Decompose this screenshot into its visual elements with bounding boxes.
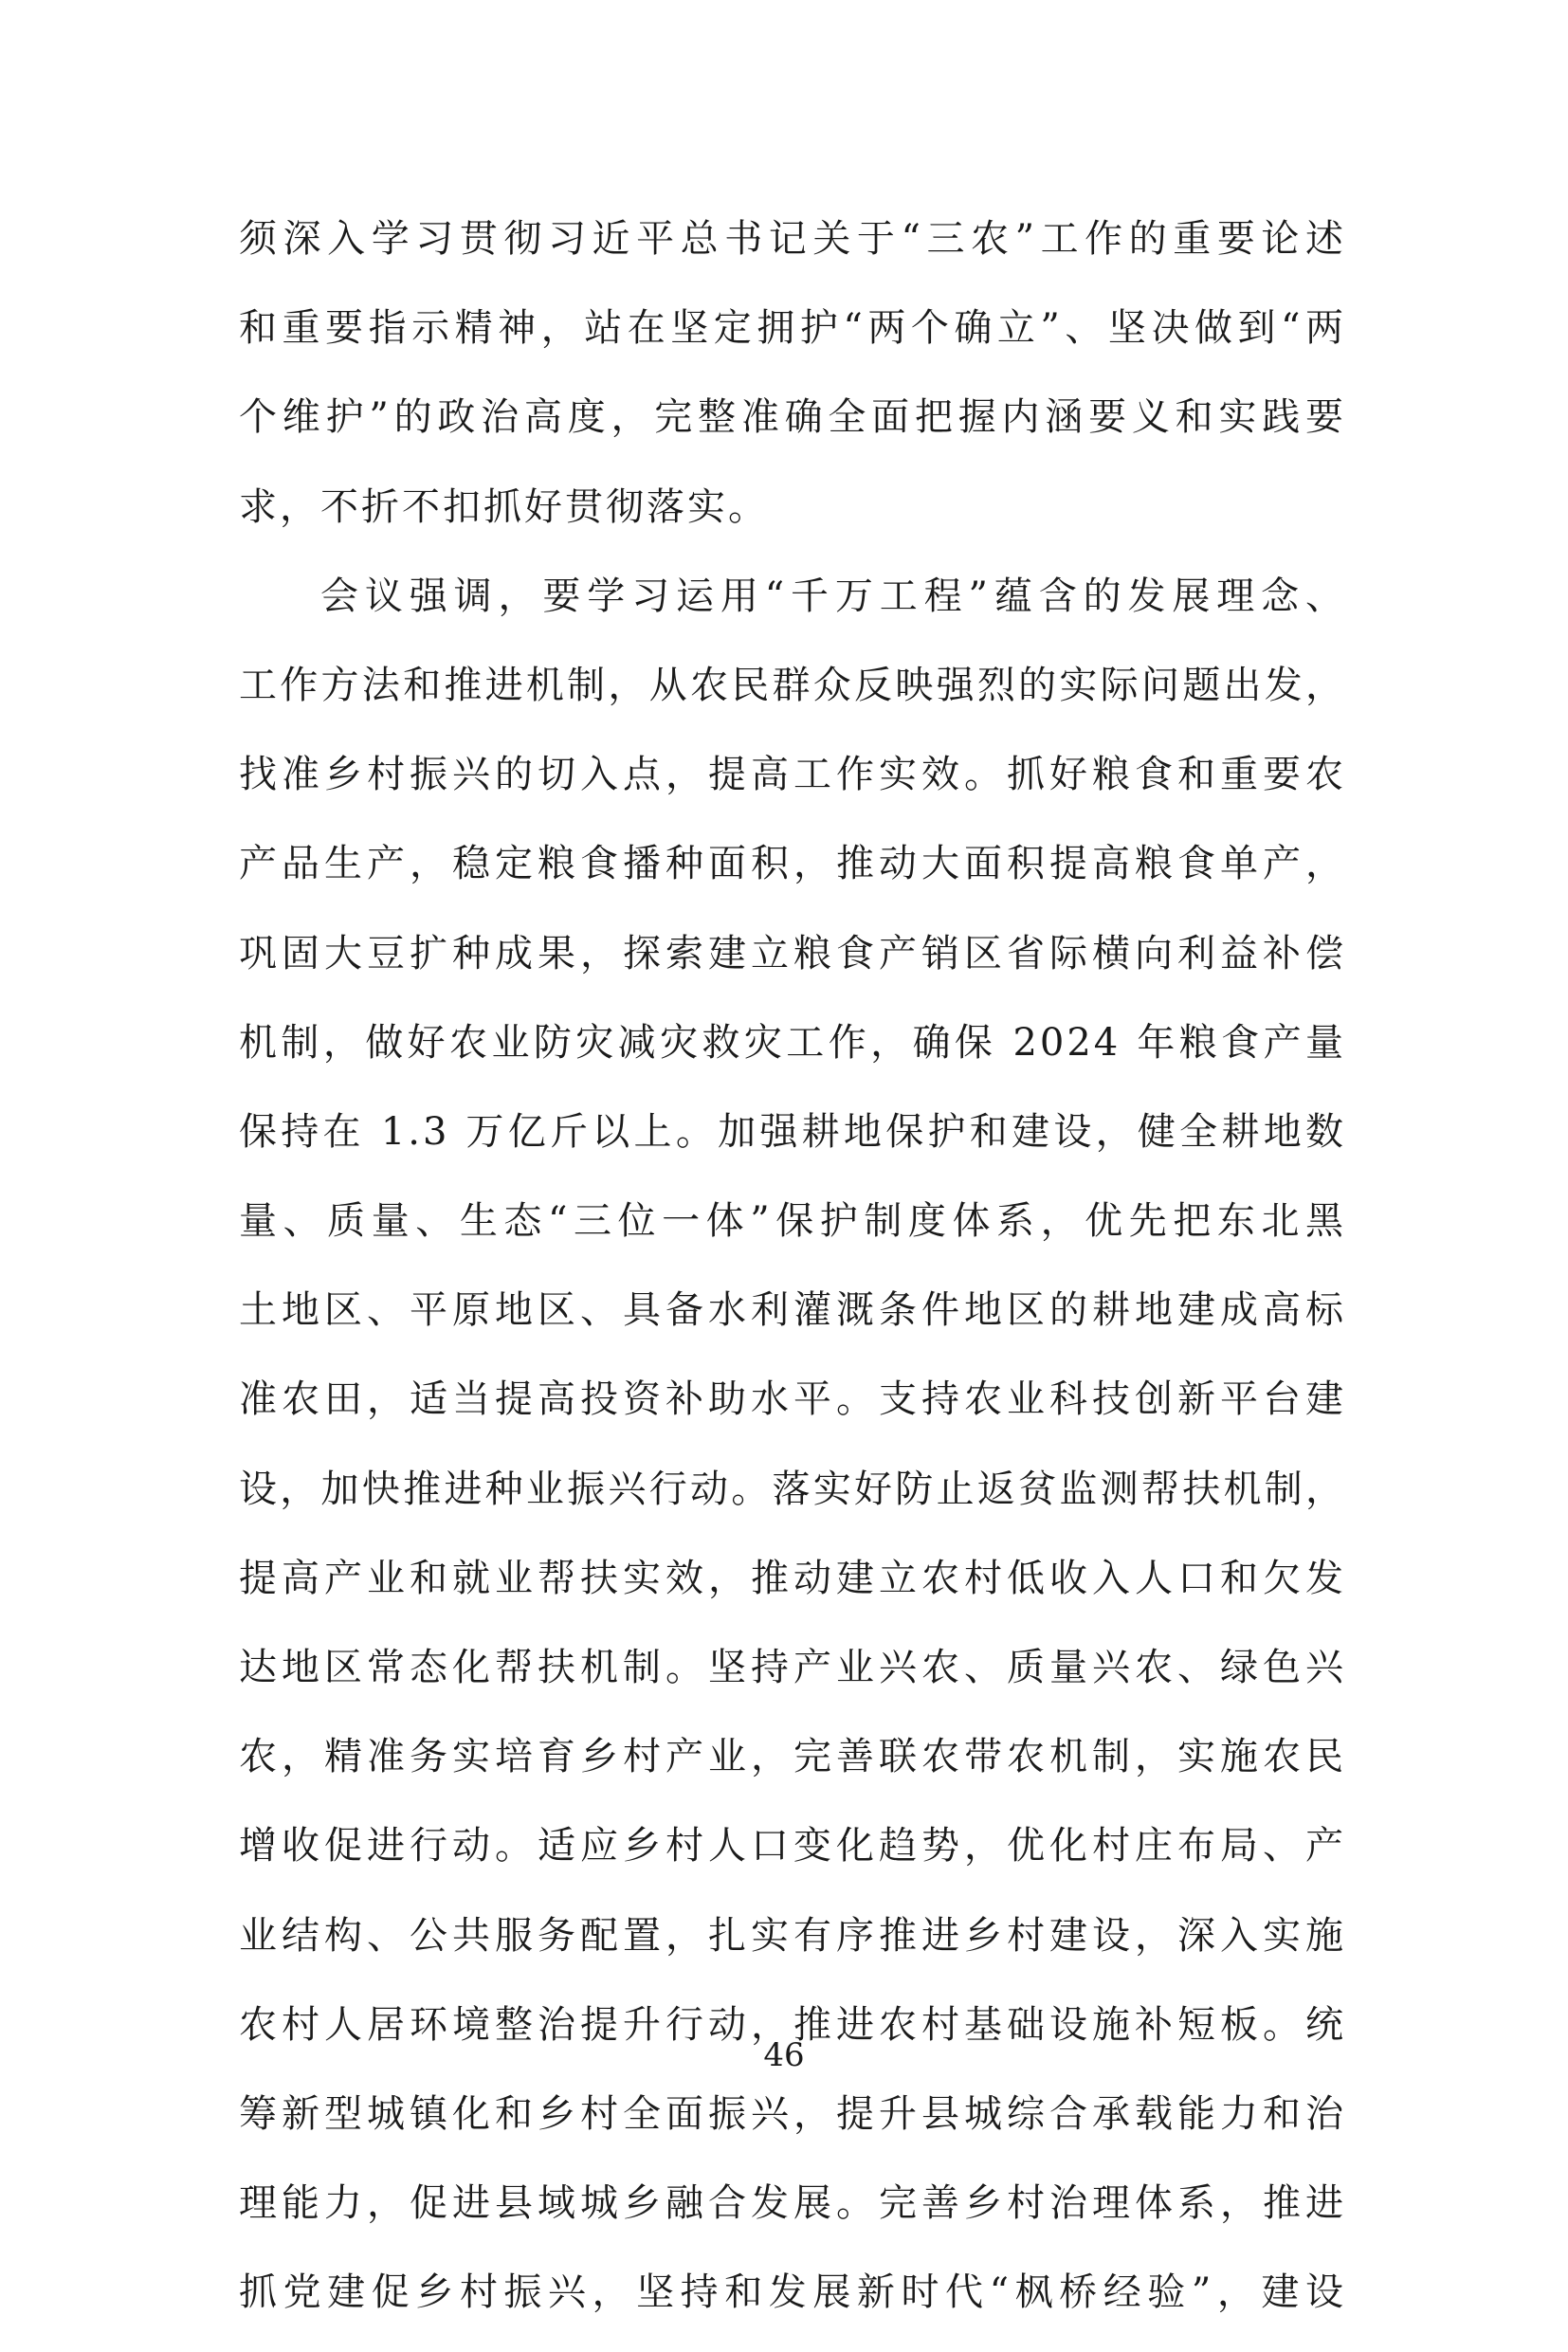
text-line: 设，加快推进种业振兴行动。落实好防止返贫监测帮扶机制， — [239, 1467, 1346, 1511]
text-line: 个维护”的政治高度，完整准确全面把握内涵要义和实践要 — [239, 395, 1346, 440]
text-line: 产品生产，稳定粮食播种面积，推动大面积提高粮食单产， — [239, 842, 1346, 886]
text-line: 准农田，适当提高投资补助水平。支持农业科技创新平台建 — [239, 1377, 1346, 1422]
text-line: 抓党建促乡村振兴，坚持和发展新时代“枫桥经验”，建设 — [239, 2270, 1346, 2315]
text-line: 会议强调，要学习运用“千万工程”蕴含的发展理念、 — [320, 574, 1346, 618]
text-line: 找准乡村振兴的切入点，提高工作实效。抓好粮食和重要农 — [239, 753, 1346, 797]
page-number: 46 — [763, 2036, 805, 2074]
text-line: 理能力，促进县域城乡融合发展。完善乡村治理体系，推进 — [239, 2181, 1346, 2226]
body-text — [239, 209, 1346, 2352]
text-line: 土地区、平原地区、具备水利灌溉条件地区的耕地建成高标 — [239, 1288, 1346, 1333]
text-line: 业结构、公共服务配置，扎实有序推进乡村建设，深入实施 — [239, 1913, 1346, 1958]
text-line: 增收促进行动。适应乡村人口变化趋势，优化村庄布局、产 — [239, 1824, 1346, 1869]
text-line: 巩固大豆扩种成果，探索建立粮食产销区省际横向利益补偿 — [239, 931, 1346, 975]
text-line: 提高产业和就业帮扶实效，推动建立农村低收入人口和欠发 — [239, 1556, 1346, 1600]
text-line: 量、质量、生态“三位一体”保护制度体系，优先把东北黑 — [239, 1199, 1346, 1244]
text-line: 农，精准务实培育乡村产业，完善联农带农机制，实施农民 — [239, 1735, 1346, 1779]
text-line: 达地区常态化帮扶机制。坚持产业兴农、质量兴农、绿色兴 — [239, 1646, 1346, 1689]
text-line: 求，不折不扣抓好贯彻落实。 — [239, 484, 769, 529]
text-line: 机制，做好农业防灾减灾救灾工作，确保 2024 年粮食产量 — [239, 1020, 1346, 1065]
text-line: 工作方法和推进机制，从农民群众反映强烈的实际问题出发， — [239, 663, 1346, 707]
text-line: 保持在 1.3 万亿斤以上。加强耕地保护和建设，健全耕地数 — [239, 1109, 1346, 1154]
text-line: 筹新型城镇化和乡村全面振兴，提升县城综合承载能力和治 — [239, 2091, 1346, 2136]
text-line: 须深入学习贯彻习近平总书记关于“三农”工作的重要论述 — [239, 217, 1346, 261]
text-line: 农村人居环境整治提升行动，推进农村基础设施补短板。统 — [239, 2002, 1346, 2047]
text-line: 和重要指示精神，站在坚定拥护“两个确立”、坚决做到“两 — [239, 306, 1346, 351]
